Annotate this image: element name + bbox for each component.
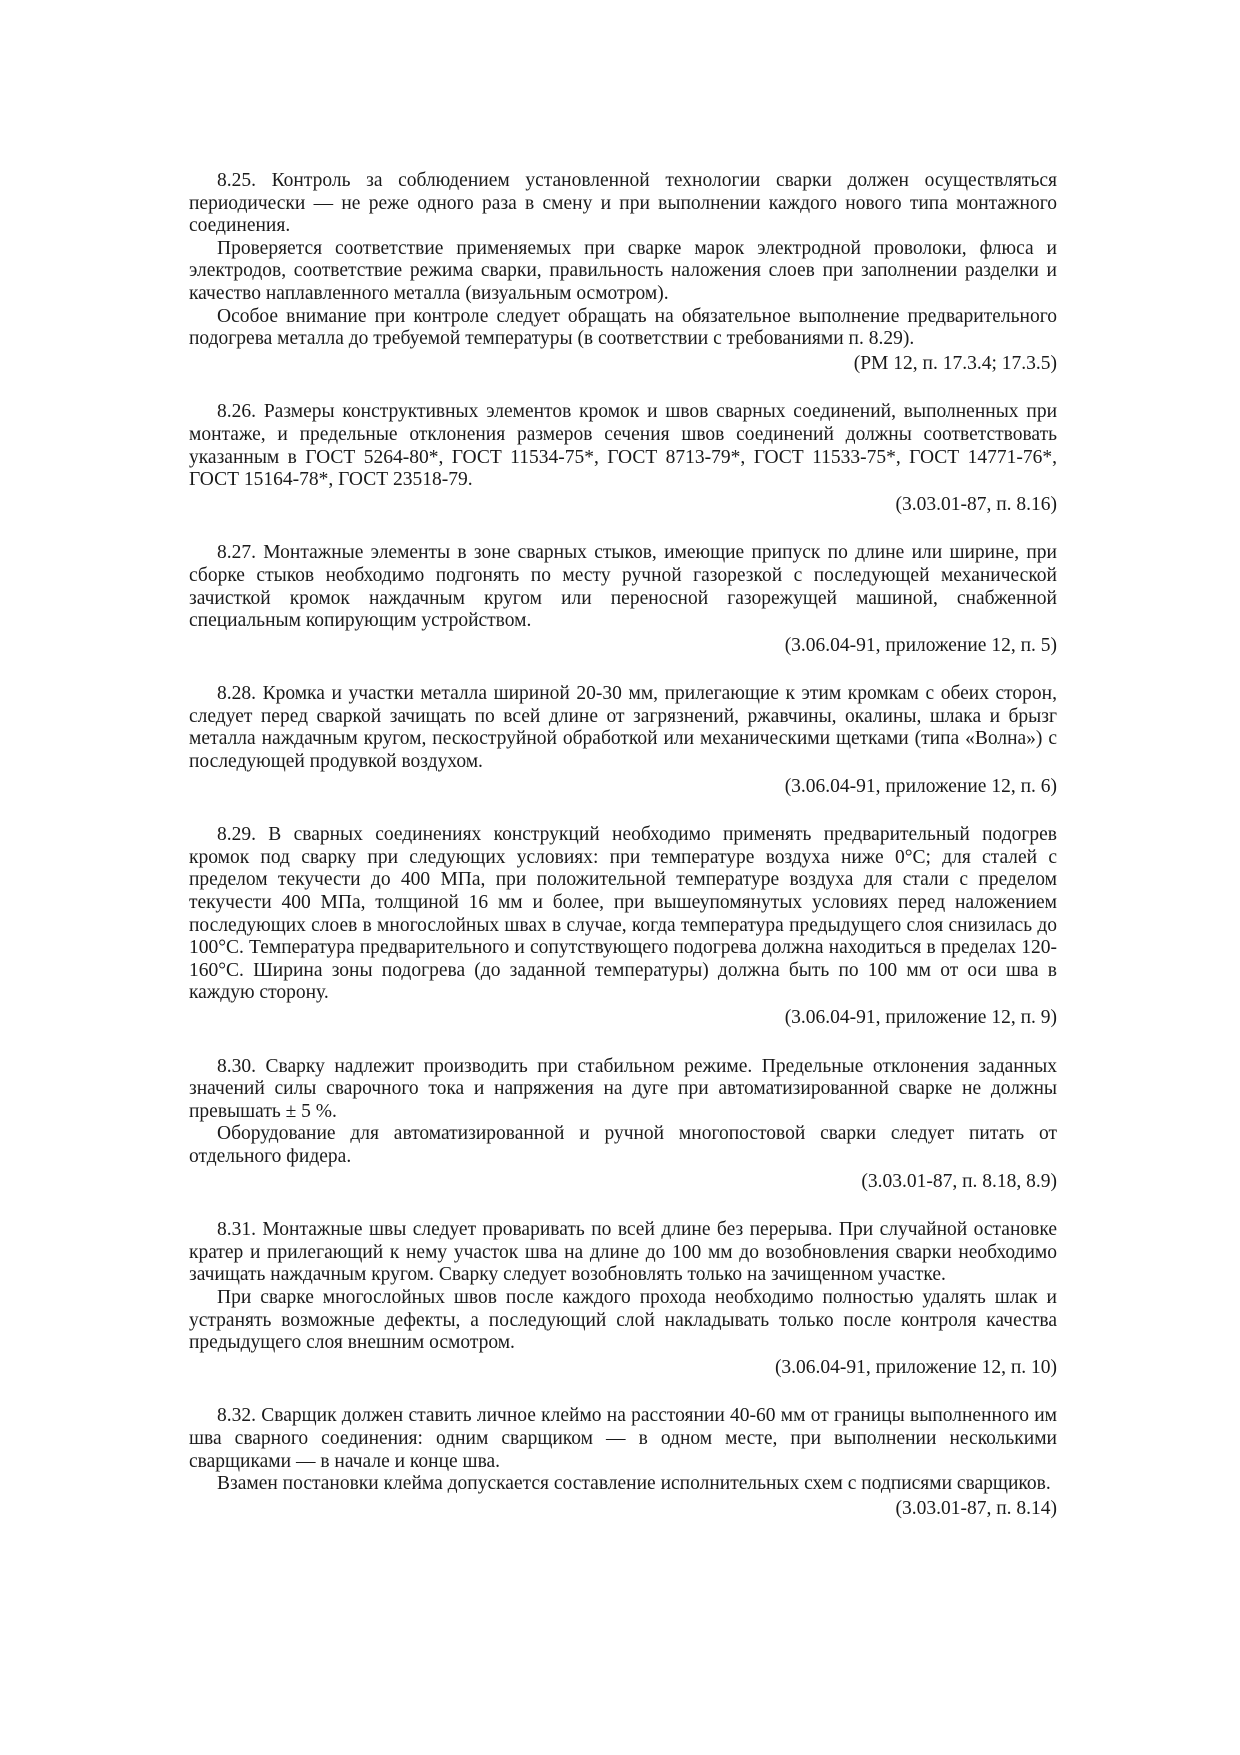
paragraph: 8.27. Монтажные элементы в зоне сварных стыков, имеющие припуск по длине или ширине, при сборке стыков необходимо подгонять по месту ручной газорезкой с последующей механической зачисткой кромок наждачным кругом или переносной газорежущей машиной, снабженной специальным копирующим устройством. [189, 542, 1057, 632]
section-8-26 [189, 401, 1057, 516]
reference-citation: (3.06.04-91, приложение 12, п. 10) [774, 1356, 1057, 1378]
paragraph: Взамен постановки клейма допускается составление исполнительных схем с подписями сварщиков. [217, 1473, 1051, 1495]
paragraph: Особое внимание при контроле следует обращать на обязательное выполнение предварительного подогрева металла до требуемой температуры (в соответствии с требованиями п. 8.29). [189, 305, 1057, 350]
paragraph: 8.25. Контроль за соблюдением установленной технологии сварки должен осуществляться периодически — не реже одного раза в смену и при выполнении каждого нового типа монтажного соединения. [189, 170, 1057, 237]
section-8-28 [189, 683, 1057, 798]
section-8-30 [189, 1056, 1057, 1194]
paragraph: 8.30. Сварку надлежит производить при стабильном режиме. Предельные отклонения заданных значений силы сварочного тока и напряжения на дуге при автоматизированной сварке не должны превышать ± 5 %. [189, 1055, 1057, 1122]
section-8-31 [189, 1219, 1057, 1379]
reference-citation: (3.06.04-91, приложение 12, п. 9) [784, 1007, 1057, 1028]
paragraph: 8.29. В сварных соединениях конструкций необходимо применять предварительный подогрев кромок под сварку при следующих условиях: при температуре воздуха ниже 0°С; для сталей с пределом текучести до 400 МПа, при положительной температуре воздуха для стали с пределом текучести 400 МПа, толщиной 16 мм и более, при вышеупомянутых условиях перед наложением последующих слоев в многослойных швах в случае, когда температура предыдущего слоя снизилась до 100°С. Температура предварительного и сопутствующего подогрева должна находиться в пределах 120-160°С. Ширина зоны подогрева (до заданной температуры) должна быть по 100 мм от оси шва в каждую сторону. [189, 824, 1057, 1004]
section-8-29 [189, 824, 1057, 1029]
paragraph: 8.26. Размеры конструктивных элементов кромок и швов сварных соединений, выполненных при монтаже, и предельные отклонения размеров сечения швов соединений должны соответствовать указанным в ГОСТ 5264-80*, ГОСТ 11534-75*, ГОСТ 8713-79*, ГОСТ 11533-75*, ГОСТ 14771-76*, ГОСТ 15164-78*, ГОСТ 23518-79. [189, 401, 1057, 491]
reference-citation: (3.06.04-91, приложение 12, п. 6) [784, 775, 1057, 797]
reference-citation: (РМ 12, п. 17.3.4; 17.3.5) [853, 352, 1057, 374]
paragraph: Оборудование для автоматизированной и ручной многопостовой сварки следует питать от отдельного фидера. [189, 1123, 1057, 1167]
paragraph: При сварке многослойных швов после каждого прохода необходимо полностью удалять шлак и устранять возможные дефекты, а последующий слой накладывать только после контроля качества предыдущего слоя внешним осмотром. [189, 1286, 1057, 1354]
paragraph: 8.32. Сварщик должен ставить личное клеймо на расстоянии 40-60 мм от границы выполненного им шва сварного соединения: одним сварщиком — в одном месте, при выполнении несколькими сварщиками — в начале и конце шва. [189, 1405, 1057, 1472]
paragraph: Проверяется соответствие применяемых при сварке марок электродной проволоки, флюса и электродов, соответствие режима сварки, правильность наложения слоев при заполнении разделки и качество наплавленного металла (визуальным осмотром). [189, 237, 1057, 304]
section-8-25 [189, 170, 1057, 375]
paragraph: 8.31. Монтажные швы следует проваривать по всей длине без перерыва. При случайной остановке кратер и прилегающий к нему участок шва на длине до 100 мм до возобновления сварки необходимо зачищать наждачным кругом. Сварку следует возобновлять только на зачищенном участке. [189, 1219, 1057, 1286]
section-8-32 [189, 1405, 1057, 1520]
reference-citation: (3.03.01-87, п. 8.16) [895, 493, 1057, 515]
paragraph: 8.28. Кромка и участки металла шириной 20-30 мм, прилегающие к этим кромкам с обеих сторон, следует перед сваркой зачищать по всей длине от загрязнений, ржавчины, окалины, шлака и брызг металла наждачным кругом, пескоструйной обработкой или механическими щетками (типа «Волна») с последующей продувкой воздухом. [189, 683, 1057, 773]
reference-citation: (3.06.04-91, приложение 12, п. 5) [784, 634, 1057, 656]
reference-citation: (3.03.01-87, п. 8.18, 8.9) [861, 1170, 1057, 1192]
document-page [189, 170, 1057, 1546]
section-8-27 [189, 542, 1057, 657]
reference-citation: (3.03.01-87, п. 8.14) [895, 1497, 1057, 1519]
